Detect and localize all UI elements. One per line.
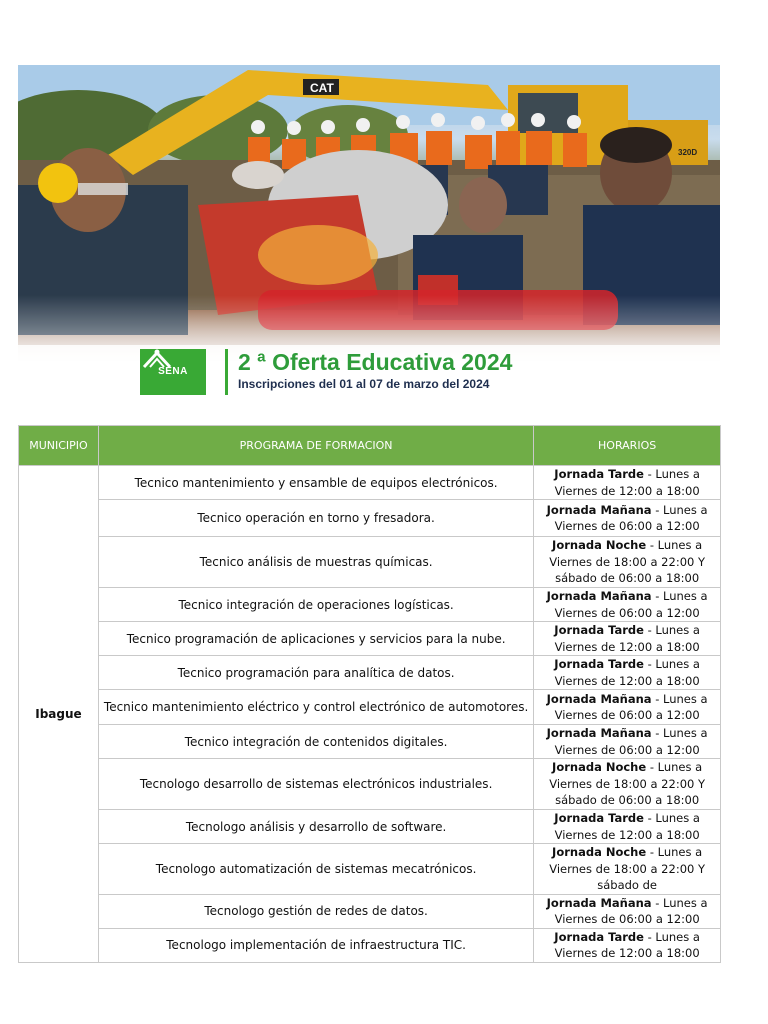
table-row (19, 588, 721, 622)
sena-logo (140, 349, 206, 395)
schedule-cell (534, 844, 721, 895)
schedule-cell (534, 537, 721, 588)
program-cell: Tecnico análisis de muestras químicas. (98, 537, 533, 588)
program-cell: Tecnico programación de aplicaciones y servicios para la nube. (98, 622, 533, 656)
table-row (19, 725, 721, 759)
program-cell: Tecnologo gestión de redes de datos. (98, 894, 533, 928)
schedule-cell (534, 500, 721, 537)
banner-title: 2 ª Oferta Educativa 2024 (238, 349, 513, 375)
schedule-cell (534, 725, 721, 759)
shift-name: Jornada Mañana (546, 726, 652, 740)
shift-name: Jornada Tarde (554, 623, 644, 637)
schedule-cell (534, 466, 721, 500)
shift-hours: - Lunes a Viernes de 06:00 a 12:00 (554, 726, 708, 757)
banner-subtitle: Inscripciones del 01 al 07 de marzo del 2024 (238, 377, 490, 391)
table-row (19, 656, 721, 690)
program-cell: Tecnologo implementación de infraestructura TIC. (98, 928, 533, 962)
shift-hours: - Lunes a Viernes de 12:00 a 18:00 (554, 623, 700, 654)
table-row (19, 500, 721, 537)
program-cell: Tecnologo análisis y desarrollo de software. (98, 810, 533, 844)
schedule-cell (534, 656, 721, 690)
schedule-cell (534, 759, 721, 810)
table-row (19, 928, 721, 962)
hero-banner (18, 65, 720, 403)
logo-divider (225, 349, 228, 395)
table-row (19, 844, 721, 895)
program-cell: Tecnico mantenimiento eléctrico y control electrónico de automotores. (98, 690, 533, 725)
shift-name: Jornada Mañana (546, 589, 652, 603)
schedule-cell (534, 928, 721, 962)
schedule-cell (534, 894, 721, 928)
header-programa: PROGRAMA DE FORMACION (98, 426, 533, 466)
shift-name: Jornada Tarde (554, 811, 644, 825)
table-row (19, 810, 721, 844)
schedule-cell (534, 622, 721, 656)
program-cell: Tecnico operación en torno y fresadora. (98, 500, 533, 537)
sena-logo-text: SENA (158, 366, 188, 377)
table-row (19, 622, 721, 656)
municipio-cell: Ibague (19, 466, 99, 963)
schedule-cell (534, 690, 721, 725)
program-cell: Tecnico programación para analítica de datos. (98, 656, 533, 690)
program-cell: Tecnico integración de contenidos digitales. (98, 725, 533, 759)
table-row (19, 759, 721, 810)
shift-hours: - Lunes a Viernes de 12:00 a 18:00 (554, 467, 700, 498)
header-horarios: HORARIOS (534, 426, 721, 466)
program-cell: Tecnologo desarrollo de sistemas electrónicos industriales. (98, 759, 533, 810)
shift-hours: - Lunes a Viernes de 18:00 a 22:00 Y sábado de 06:00 a 18:00 (549, 538, 706, 586)
program-cell: Tecnico integración de operaciones logísticas. (98, 588, 533, 622)
table-row (19, 466, 721, 500)
shift-hours: - Lunes a Viernes de 06:00 a 12:00 (554, 502, 708, 533)
shift-name: Jornada Mañana (546, 691, 652, 706)
shift-hours: - Lunes a Viernes de 06:00 a 12:00 (554, 895, 708, 926)
program-cell: Tecnologo automatización de sistemas mecatrónicos. (98, 844, 533, 895)
header-municipio: MUNICIPIO (19, 426, 99, 466)
table-row (19, 537, 721, 588)
schedule-cell (534, 588, 721, 622)
excavator-model: 320D (678, 148, 698, 157)
shift-name: Jornada Tarde (554, 467, 644, 481)
excavator-label: CAT (310, 81, 334, 95)
shift-name: Jornada Noche (552, 845, 647, 859)
table-header-row (19, 426, 721, 466)
table-row (19, 690, 721, 725)
shift-name: Jornada Tarde (554, 657, 644, 671)
shift-name: Jornada Mañana (546, 502, 652, 517)
sena-logo-icon (140, 349, 174, 369)
table-row (19, 894, 721, 928)
schedule-table (18, 425, 721, 963)
shift-hours: - Lunes a Viernes de 06:00 a 12:00 (554, 589, 708, 620)
shift-hours: - Lunes a Viernes de 18:00 a 22:00 Y sábado de (549, 845, 706, 892)
shift-hours: - Lunes a Viernes de 12:00 a 18:00 (554, 657, 700, 688)
shift-hours: - Lunes a Viernes de 12:00 a 18:00 (554, 929, 700, 960)
shift-name: Jornada Noche (552, 538, 647, 553)
schedule-cell (534, 810, 721, 844)
shift-hours: - Lunes a Viernes de 18:00 a 22:00 Y sábado de 06:00 a 18:00 (549, 760, 706, 808)
shift-hours: - Lunes a Viernes de 06:00 a 12:00 (554, 691, 708, 722)
shift-hours: - Lunes a Viernes de 12:00 a 18:00 (554, 811, 700, 842)
shift-name: Jornada Tarde (554, 929, 644, 944)
shift-name: Jornada Mañana (546, 895, 652, 910)
shift-name: Jornada Noche (552, 760, 647, 775)
program-cell: Tecnico mantenimiento y ensamble de equipos electrónicos. (98, 466, 533, 500)
